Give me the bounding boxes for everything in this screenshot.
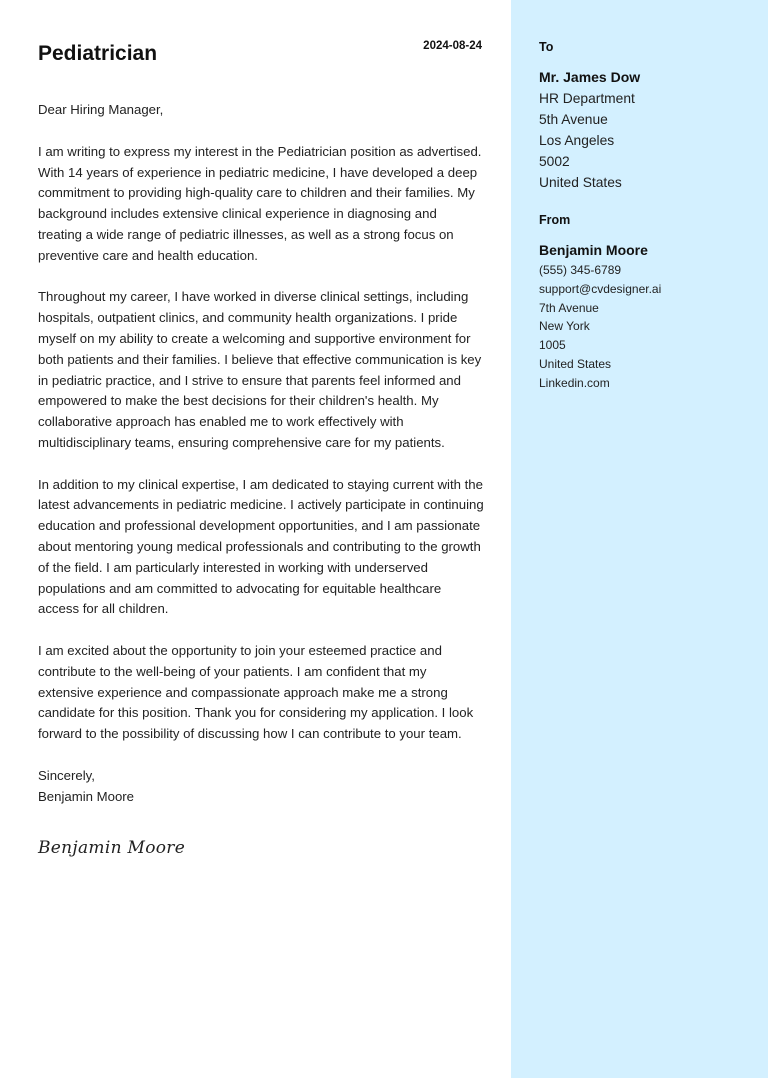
closing: Sincerely, (38, 767, 95, 783)
paragraph-4: I am excited about the opportunity to join your esteemed practice and contribute to the well-being of your patients. I am confident that my extensive experience and compassionate approach make me a strong candidate for this position. Thank you for considering my application. I look forward to the possibility of discussing how I can contribute to your team. (38, 642, 474, 742)
recipient-city: Los Angeles (539, 133, 615, 148)
letter-date: 2024-08-24 (423, 40, 482, 52)
sender-zip: 1005 (539, 338, 566, 353)
paragraph-2: Throughout my career, I have worked in diverse clinical settings, including hospitals, outpatient clinics, and community health organizations. I pride myself on my ability to create a welcoming and supportive environment for both patients and their families. I believe that effective communication is key in pediatric practice, and I strive to ensure that parents feel informed and empowered to make the best decisions for their children's health. My collaborative approach has enabled me to work effectively with multidisciplinary teams, ensuring comprehensive care for my patients. (38, 289, 482, 450)
sender-name: Benjamin Moore (539, 242, 648, 258)
letter-body (38, 100, 484, 807)
signer-name: Benjamin Moore (38, 788, 135, 804)
sender-heading: From (539, 213, 571, 227)
recipient-department: HR Department (539, 91, 635, 106)
handwritten-signature: Benjamin Moore (38, 838, 186, 858)
page-title: Pediatrician (38, 42, 158, 65)
paragraph-3: In addition to my clinical expertise, I am dedicated to staying current with the latest advancements in pediatric medicine. I actively participate in continuing education and professional development opportunities, and I am passionate about mentoring young medical professionals and contributing to the growth of the field. I am particularly interested in working with underserved populations and am committed to advocating for equitable healthcare access for all children. (38, 476, 484, 617)
salutation: Dear Hiring Manager, (38, 102, 164, 117)
recipient-country: United States (539, 175, 622, 190)
sender-email: support@cvdesigner.ai (539, 281, 662, 296)
recipient-block (539, 40, 759, 193)
recipient-street: 5th Avenue (539, 112, 608, 127)
recipient-heading: To (539, 40, 554, 54)
sender-city: New York (539, 319, 590, 334)
sender-block (539, 213, 759, 393)
recipient-name: Mr. James Dow (539, 69, 641, 85)
recipient-zip: 5002 (539, 154, 570, 169)
sender-phone: (555) 345-6789 (539, 263, 622, 277)
paragraph-1: I am writing to express my interest in the Pediatrician position as advertised. With 14 years of experience in pediatric medicine, I have developed a deep commitment to providing high-quality care to children and their families. My background includes extensive clinical experience in diagnosing and treating a wide range of pediatric illnesses, as well as a strong focus on preventive care and health education. (38, 143, 482, 263)
sender-linkedin: Linkedin.com (539, 375, 610, 390)
sender-street: 7th Avenue (539, 300, 599, 315)
sender-country: United States (539, 356, 612, 371)
